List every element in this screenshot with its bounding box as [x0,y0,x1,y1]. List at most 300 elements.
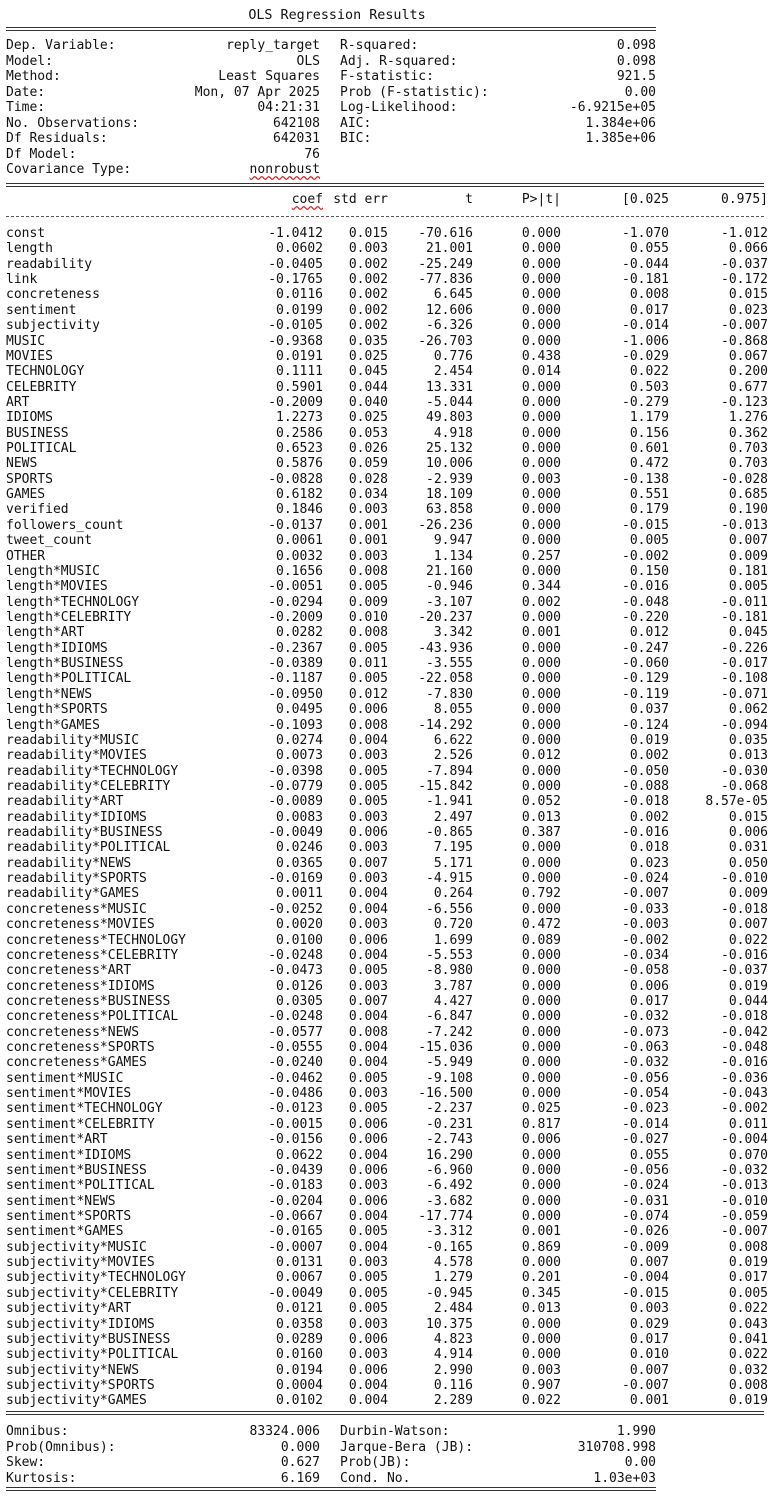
term-name: length*CELEBRITY [6,609,132,625]
table-row [6,1101,766,1116]
ci-low-value: -0.002 [622,548,669,564]
stderr-value: 0.004 [348,901,388,917]
term-name: subjectivity*CELEBRITY [6,1285,179,1301]
stderr-value: 0.025 [348,410,388,426]
stat-label: Durbin-Watson: [340,1424,450,1439]
coef-value: -0.0779 [268,778,323,794]
coef-value: -0.0473 [268,963,323,979]
coef-value: -0.0007 [268,1239,323,1255]
table-row [6,1347,766,1362]
ci-high-value: 0.181 [728,563,768,579]
coef-value: -0.0294 [268,594,323,610]
term-name: const [6,226,46,241]
p-value: 0.000 [521,855,561,871]
ci-high-value: 1.276 [728,410,768,426]
p-value: 0.438 [521,348,561,364]
stat-label: Log-Likelihood: [340,100,458,115]
ci-high-value: -0.011 [721,594,768,610]
ci-high-value: 0.032 [728,1362,768,1378]
p-value: 0.000 [521,609,561,625]
ci-high-value: 0.007 [728,533,768,549]
stderr-value: 0.003 [348,1178,388,1194]
ci-low-value: -0.034 [622,947,669,963]
table-row [6,856,766,871]
p-value: 0.000 [521,487,561,503]
t-value: -7.830 [426,686,473,702]
stat-label: Prob(JB): [340,1455,411,1470]
ci-high-value: 0.066 [728,241,768,257]
stat-value: 1.03e+03 [593,1470,656,1486]
term-name: OTHER [6,548,46,564]
stderr-value: 0.006 [348,1193,388,1209]
coef-value: -0.0183 [268,1178,323,1194]
table-row [6,564,766,579]
t-value: 3.342 [433,625,473,641]
ci-low-value: -0.015 [622,1285,669,1301]
table-row [6,334,766,349]
stderr-value: 0.004 [348,1239,388,1255]
ci-low-value: 0.601 [629,441,669,457]
ci-high-value: -0.002 [721,1101,768,1117]
ci-low-value: -0.004 [622,1270,669,1286]
t-value: -26.236 [418,517,473,533]
model-info-row [6,38,766,54]
ci-low-value: 0.179 [629,502,669,518]
table-row [6,1332,766,1347]
p-value: 0.013 [521,809,561,825]
ci-low-value: -0.033 [622,901,669,917]
stderr-value: 0.004 [348,1055,388,1071]
t-value: -2.237 [426,1101,473,1117]
p-value: 0.052 [521,794,561,810]
p-value: 0.000 [521,1178,561,1194]
ci-high-value: -0.018 [721,1009,768,1025]
ci-high-value: 0.006 [728,825,768,841]
ci-low-value: 0.029 [629,1316,669,1332]
stat-value: 76 [304,146,320,162]
table-row [6,226,766,241]
ci-high-value: 0.005 [728,1285,768,1301]
p-value: 0.907 [521,1377,561,1393]
table-row [6,1317,766,1332]
stderr-value: 0.006 [348,932,388,948]
p-value: 0.000 [521,394,561,410]
model-info-row [6,85,766,101]
stderr-value: 0.006 [348,1132,388,1148]
model-info-row [6,54,766,70]
term-name: subjectivity*ART [6,1301,132,1317]
ci-low-value: 0.037 [629,702,669,718]
t-value: 4.914 [433,1347,473,1363]
term-name: concreteness*MOVIES [6,917,155,933]
ci-low-value: 0.055 [629,1147,669,1163]
ci-high-value: 0.023 [728,302,768,318]
p-value: 0.000 [521,1162,561,1178]
ci-high-value: -0.172 [721,272,768,288]
ci-low-value: -0.024 [622,871,669,887]
stderr-value: 0.004 [348,1377,388,1393]
stderr-value: 0.005 [348,1070,388,1086]
stat-label: AIC: [340,115,372,131]
table-row [6,1163,766,1178]
ci-high-value: 0.070 [728,1147,768,1163]
stat-label: Date: [6,84,46,100]
term-name: readability*POLITICAL [6,840,171,856]
term-name: sentiment*TECHNOLOGY [6,1101,163,1117]
table-row [6,349,766,364]
coef-value: 0.0358 [276,1316,323,1332]
table-row [6,1240,766,1255]
diagnostic-row [6,1440,766,1456]
ci-low-value: 0.017 [629,993,669,1009]
t-value: 2.484 [433,1301,473,1317]
t-value: -3.682 [426,1193,473,1209]
coef-value: -0.0049 [268,825,323,841]
term-name: subjectivity*TECHNOLOGY [6,1270,187,1286]
p-value: 0.000 [521,1055,561,1071]
stderr-value: 0.002 [348,272,388,288]
table-row [6,687,766,702]
term-name: sentiment*ART [6,1132,108,1148]
term-name: readability*IDIOMS [6,809,147,825]
term-name: subjectivity*BUSINESS [6,1331,171,1347]
stderr-value: 0.044 [348,379,388,395]
p-value: 0.013 [521,1301,561,1317]
stat-value: 1.384e+06 [585,115,656,131]
stderr-value: 0.001 [348,533,388,549]
coef-value: -0.0123 [268,1101,323,1117]
ci-high-value: -0.013 [721,517,768,533]
ci-high-value: 0.011 [728,1116,768,1132]
coef-value: -0.0248 [268,1009,323,1025]
t-value: -25.249 [418,256,473,272]
diagnostic-row [6,1424,766,1440]
term-name: sentiment*MUSIC [6,1070,124,1086]
stderr-value: 0.003 [348,978,388,994]
p-value: 0.000 [521,1316,561,1332]
stat-label: Prob(Omnibus): [6,1439,116,1455]
t-value: 9.947 [433,533,473,549]
term-name: concreteness*POLITICAL [6,1009,179,1025]
stat-value: Mon, 07 Apr 2025 [194,84,320,100]
table-row [6,764,766,779]
stderr-value: 0.004 [348,732,388,748]
t-value: -5.553 [426,947,473,963]
t-value: -0.865 [426,825,473,841]
term-name: IDIOMS [6,410,53,426]
table-row [6,748,766,763]
table-row [6,1255,766,1270]
term-name: readability*BUSINESS [6,825,163,841]
ci-low-value: 0.003 [629,1301,669,1317]
term-name: NEWS [6,456,38,472]
stderr-value: 0.004 [348,947,388,963]
term-name: readability*CELEBRITY [6,778,171,794]
p-value: 0.025 [521,1101,561,1117]
coef-value: 0.0061 [276,533,323,549]
coef-value: -0.0248 [268,947,323,963]
ci-low-value: -0.016 [622,579,669,595]
stat-label: Method: [6,69,61,84]
term-name: subjectivity*MUSIC [6,1239,147,1255]
ci-high-value: 0.045 [728,625,768,641]
t-value: -5.044 [426,394,473,410]
coef-value: 0.0282 [276,625,323,641]
p-value: 0.002 [521,594,561,610]
coef-value: 1.2273 [276,410,323,426]
model-info-row [6,131,766,147]
coef-value: 0.6523 [276,441,323,457]
coef-value: -0.0169 [268,871,323,887]
stat-value: 0.098 [616,38,656,53]
t-value: 21.160 [426,563,473,579]
ci-high-value: -0.018 [721,901,768,917]
col-coef-label: coef [291,192,323,207]
model-info-row [6,162,766,178]
coef-value: 0.0126 [276,978,323,994]
t-value: -7.242 [426,1024,473,1040]
stderr-value: 0.006 [348,1331,388,1347]
table-row [6,579,766,594]
stderr-value: 0.005 [348,640,388,656]
t-value: -3.555 [426,656,473,672]
ci-high-value: 0.013 [728,748,768,764]
p-value: 0.000 [521,1147,561,1163]
table-row [6,840,766,855]
table-row [6,426,766,441]
ci-low-value: -0.048 [622,594,669,610]
stderr-value: 0.003 [348,241,388,257]
stat-value: nonrobust [249,162,320,177]
ci-high-value: 0.019 [728,1255,768,1271]
ci-low-value: 0.005 [629,533,669,549]
term-name: readability [6,256,93,272]
stat-label: Time: [6,100,46,115]
ci-low-value: -1.070 [622,226,669,241]
table-row [6,272,766,287]
table-row [6,1132,766,1147]
table-row [6,948,766,963]
coef-value: 0.0305 [276,993,323,1009]
term-name: concreteness*ART [6,963,132,979]
coef-value: -0.0405 [268,256,323,272]
coef-value: -0.0049 [268,1285,323,1301]
ci-low-value: -0.009 [622,1239,669,1255]
ci-high-value: -0.048 [721,1040,768,1056]
stat-label: Adj. R-squared: [340,53,458,69]
p-value: 0.201 [521,1270,561,1286]
table-row [6,1117,766,1132]
stderr-value: 0.005 [348,778,388,794]
ci-high-value: 0.050 [728,855,768,871]
stat-value: 1.385e+06 [585,131,656,146]
stderr-value: 0.053 [348,425,388,441]
p-value: 0.000 [521,1347,561,1363]
coef-value: 0.0289 [276,1331,323,1347]
p-value: 0.000 [521,686,561,702]
p-value: 0.003 [521,1362,561,1378]
coef-value: 0.0011 [276,886,323,902]
p-value: 0.000 [521,1193,561,1209]
ci-high-value: -0.036 [721,1070,768,1086]
ci-low-value: -0.088 [622,778,669,794]
term-name: concreteness*MUSIC [6,901,147,917]
ci-high-value: -0.094 [721,717,768,733]
term-name: length*POLITICAL [6,671,132,687]
p-value: 0.000 [521,1086,561,1102]
stderr-value: 0.004 [348,1393,388,1409]
p-value: 0.000 [521,563,561,579]
stderr-value: 0.003 [348,840,388,856]
t-value: 0.264 [433,886,473,902]
ci-low-value: -1.006 [622,333,669,349]
stat-label: Df Residuals: [6,131,108,146]
table-row [6,933,766,948]
term-name: length*NEWS [6,686,93,702]
ci-low-value: -0.023 [622,1101,669,1117]
stat-label: Model: [6,53,53,69]
p-value: 0.014 [521,364,561,380]
ci-high-value: -0.013 [721,1178,768,1194]
stderr-value: 0.008 [348,1024,388,1040]
stat-value: 83324.006 [249,1424,320,1439]
ci-low-value: -0.014 [622,1116,669,1132]
coef-value: -0.2367 [268,640,323,656]
term-name: sentiment*BUSINESS [6,1162,147,1178]
t-value: -6.960 [426,1162,473,1178]
term-name: followers_count [6,517,124,533]
p-value: 0.003 [521,471,561,487]
top-double-rule [6,27,656,31]
ci-high-value: 0.019 [728,1393,768,1409]
coef-value: -0.2009 [268,394,323,410]
t-value: 2.526 [433,748,473,764]
p-value: 0.000 [521,517,561,533]
table-row [6,502,766,517]
ci-high-value: -0.042 [721,1024,768,1040]
p-value: 0.012 [521,748,561,764]
table-row [6,1194,766,1209]
p-value: 0.000 [521,287,561,303]
ci-high-value: 0.022 [728,1347,768,1363]
ci-high-value: -0.037 [721,256,768,272]
ci-low-value: -0.063 [622,1040,669,1056]
t-value: -15.036 [418,1040,473,1056]
ci-high-value: 0.067 [728,348,768,364]
ci-low-value: 0.017 [629,1331,669,1347]
p-value: 0.000 [521,901,561,917]
ci-high-value: -0.108 [721,671,768,687]
table-row [6,410,766,425]
table-row [6,456,766,471]
table-row [6,1178,766,1193]
p-value: 0.257 [521,548,561,564]
t-value: 0.776 [433,348,473,364]
ci-low-value: -0.007 [622,886,669,902]
coef-value: 0.0004 [276,1377,323,1393]
ci-high-value: -0.868 [721,333,768,349]
ci-high-value: 0.703 [728,441,768,457]
term-name: length [6,241,53,257]
ci-low-value: 0.008 [629,287,669,303]
ci-high-value: -0.043 [721,1086,768,1102]
ci-low-value: -0.024 [622,1178,669,1194]
table-row [6,1040,766,1055]
coef-value: 0.0602 [276,241,323,257]
ci-high-value: -1.012 [721,226,768,241]
stat-label: F-statistic: [340,69,434,84]
coef-value: 0.0194 [276,1362,323,1378]
stderr-value: 0.005 [348,1101,388,1117]
stderr-value: 0.005 [348,794,388,810]
term-name: sentiment*SPORTS [6,1209,132,1224]
table-row [6,487,766,502]
coef-value: 0.0083 [276,809,323,825]
stat-label: BIC: [340,131,372,146]
p-value: 0.792 [521,886,561,902]
table-row [6,902,766,917]
coef-value: 0.0020 [276,917,323,933]
ci-low-value: -0.247 [622,640,669,656]
ci-low-value: 0.017 [629,302,669,318]
stat-label: Kurtosis: [6,1470,77,1486]
coef-value: -0.0137 [268,517,323,533]
stderr-value: 0.035 [348,333,388,349]
p-value: 0.000 [521,1009,561,1025]
coef-value: -0.9368 [268,333,323,349]
ci-high-value: 0.044 [728,993,768,1009]
term-name: length*MUSIC [6,563,100,579]
ci-low-value: -0.074 [622,1209,669,1224]
table-row [6,702,766,717]
term-name: length*TECHNOLOGY [6,594,140,610]
coef-value: -0.0486 [268,1086,323,1102]
p-value: 0.000 [521,1040,561,1056]
coef-value: 0.0622 [276,1147,323,1163]
t-value: 7.195 [433,840,473,856]
ci-high-value: 0.015 [728,809,768,825]
t-value: -6.326 [426,318,473,334]
p-value: 0.000 [521,379,561,395]
table-row [6,1270,766,1285]
t-value: -2.939 [426,471,473,487]
ci-high-value: 8.57e-05 [705,794,768,810]
table-row [6,733,766,748]
coef-value: -0.0577 [268,1024,323,1040]
stderr-value: 0.008 [348,625,388,641]
table-row [6,533,766,548]
model-info-row [6,100,766,116]
term-name: concreteness*GAMES [6,1055,147,1071]
ci-high-value: 0.677 [728,379,768,395]
term-name: ART [6,394,30,410]
p-value: 0.000 [521,702,561,718]
stderr-value: 0.005 [348,763,388,779]
term-name: sentiment*NEWS [6,1193,116,1209]
p-value: 0.000 [521,441,561,457]
term-name: readability*SPORTS [6,871,147,887]
ci-high-value: 0.362 [728,425,768,441]
p-value: 0.022 [521,1393,561,1409]
coef-value: -1.0412 [268,226,323,241]
t-value: -0.165 [426,1239,473,1255]
table-row [6,287,766,302]
ci-high-value: -0.181 [721,609,768,625]
ci-low-value: 0.006 [629,978,669,994]
stderr-value: 0.004 [348,1147,388,1163]
ci-high-value: 0.019 [728,978,768,994]
coef-value: -0.0398 [268,763,323,779]
